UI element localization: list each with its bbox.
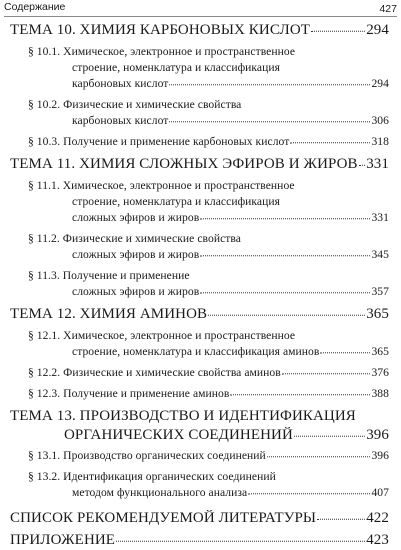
toc-entry-page: 423 xyxy=(366,532,389,549)
running-head-title: Содержание xyxy=(4,1,66,13)
toc-entry-title: § 12.3. Получение и применение аминов xyxy=(28,387,230,400)
toc-entry-appendix xyxy=(10,532,389,549)
toc-leader-dots xyxy=(248,486,370,494)
toc-leader-dots xyxy=(230,387,370,395)
toc-section-11-2 xyxy=(72,248,389,261)
toc-entry-topic-12 xyxy=(10,306,389,323)
toc-section-10-2 xyxy=(72,114,389,127)
toc-entry-topic-10 xyxy=(10,22,389,39)
toc-section-10-1-line-1: § 10.1. Химическое, электронное и пространственное xyxy=(28,45,296,58)
toc-entry-page: 331 xyxy=(371,211,389,224)
toc-entry-title: ТЕМА 10. ХИМИЯ КАРБОНОВЫХ КИСЛОТ xyxy=(10,22,311,39)
toc-entry-page: 396 xyxy=(366,427,389,444)
toc-leader-dots xyxy=(169,77,370,85)
toc-section-12-3 xyxy=(28,387,389,400)
toc-section-13-2 xyxy=(72,486,389,499)
toc-entry-title: § 12.2. Физические и химические свойства аминов xyxy=(28,366,281,379)
toc-entry-page: 376 xyxy=(371,366,389,379)
toc-leader-dots xyxy=(359,156,366,166)
toc-entry-title: сложных эфиров и жиров xyxy=(72,248,200,261)
toc-entry-page: 365 xyxy=(371,345,389,358)
toc-entry-title: карбоновых кислот xyxy=(72,77,169,90)
toc-section-11-3 xyxy=(72,285,389,298)
toc-section-12-1 xyxy=(72,345,389,358)
toc-entry-page: 345 xyxy=(371,248,389,261)
toc-leader-dots xyxy=(294,427,365,437)
toc-entry-page: 357 xyxy=(371,285,389,298)
toc-entry-literature xyxy=(10,510,389,527)
toc-section-13-1 xyxy=(28,449,389,462)
toc-entry-page: 306 xyxy=(371,114,389,127)
toc-leader-dots xyxy=(116,532,365,542)
toc-entry-page: 407 xyxy=(371,486,389,499)
toc-entry-title: ТЕМА 12. ХИМИЯ АМИНОВ xyxy=(10,306,208,323)
toc-section-11-2-line-1: § 11.2. Физические и химические свойства xyxy=(28,232,241,245)
toc-section-13-2-line-1: § 13.2. Идентификация органических соединений xyxy=(28,470,276,483)
toc-entry-page: 365 xyxy=(366,306,389,323)
toc-leader-dots xyxy=(267,449,371,457)
toc-entry-page: 294 xyxy=(366,22,389,39)
toc-entry-title: методом функционального анализа xyxy=(72,486,248,499)
toc-entry-page: 396 xyxy=(371,449,389,462)
toc-entry-topic-11 xyxy=(10,156,389,173)
toc-entry-title: сложных эфиров и жиров xyxy=(72,285,200,298)
toc-section-11-3-line-1: § 11.3. Получение и применение xyxy=(28,269,190,282)
toc-section-10-3 xyxy=(28,135,389,148)
toc-section-11-1-line-2: строение, номенклатура и классификация xyxy=(72,195,280,208)
toc-entry-page: 422 xyxy=(366,510,389,527)
toc-entry-title: ОРГАНИЧЕСКИХ СОЕДИНЕНИЙ xyxy=(64,427,293,444)
toc-section-11-1 xyxy=(72,211,389,224)
toc-leader-dots xyxy=(169,114,370,122)
toc-entry-page: 331 xyxy=(366,156,389,173)
toc-entry-title: § 10.3. Получение и применение карбоновых кислот xyxy=(28,135,290,148)
toc-entry-title: § 13.1. Производство органических соединений xyxy=(28,449,266,462)
toc-topic-13-line-1: ТЕМА 13. ПРОИЗВОДСТВО И ИДЕНТИФИКАЦИЯ xyxy=(10,408,356,424)
toc-section-12-1-line-1: § 12.1. Химическое, электронное и пространственное xyxy=(28,329,296,342)
toc-entry-title: строение, номенклатура и классификация аминов xyxy=(72,345,320,358)
toc-entry-title: карбоновых кислот xyxy=(72,114,169,127)
toc-entry-topic-13 xyxy=(64,427,389,444)
toc-entry-title: ПРИЛОЖЕНИЕ xyxy=(10,532,116,549)
toc-entry-page: 294 xyxy=(371,77,389,90)
toc-entry-title: СПИСОК РЕКОМЕНДУЕМОЙ ЛИТЕРАТУРЫ xyxy=(10,510,317,527)
toc-leader-dots xyxy=(200,211,370,219)
toc-entry-page: 388 xyxy=(371,387,389,400)
toc-leader-dots xyxy=(290,135,370,143)
toc-leader-dots xyxy=(317,510,365,520)
toc-leader-dots xyxy=(282,366,371,374)
running-head xyxy=(4,0,397,17)
page-number: 427 xyxy=(379,3,397,15)
toc-section-10-2-line-1: § 10.2. Физические и химические свойства xyxy=(28,98,242,111)
toc-section-10-1-line-2: строение, номенклатура и классификация xyxy=(72,61,280,74)
toc-leader-dots xyxy=(200,248,370,256)
toc-section-10-1 xyxy=(72,77,389,90)
toc-leader-dots xyxy=(208,306,365,316)
toc-section-12-2 xyxy=(28,366,389,379)
toc-leader-dots xyxy=(320,345,370,353)
toc-entry-page: 318 xyxy=(371,135,389,148)
toc-leader-dots xyxy=(200,285,370,293)
toc-entry-title: ТЕМА 11. ХИМИЯ СЛОЖНЫХ ЭФИРОВ И ЖИРОВ xyxy=(10,156,358,173)
toc-entry-title: сложных эфиров и жиров xyxy=(72,211,200,224)
toc-leader-dots xyxy=(311,22,365,32)
toc-section-11-1-line-1: § 11.1. Химическое, электронное и пространственное xyxy=(28,179,295,192)
